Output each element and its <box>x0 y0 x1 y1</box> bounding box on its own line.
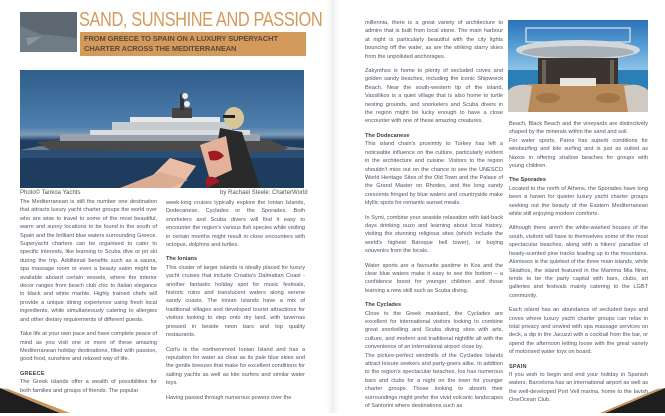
column-3 <box>365 19 503 416</box>
paragraph: For water sports, Paros has superb conditions for windsurfing and kite surfing and is just as suited as Naxos in offering shallow beaches for groups with young children. <box>509 137 648 170</box>
paragraph: This cluster of larger islands is ideally placed for luxury yacht cruises that include Croatia's Dalmatian Coast - another fantastic holiday spot for music festivals, historic ruins and translucent waters along serene sandy coasts. The Ionian Islands have a mix of traditional villages and developed tourist attractions for visitors looking to step onto dry land, with tavernas pressed in beside neon bars and top quality restaurants. <box>166 264 305 339</box>
paragraph: In Symi, combine your seaside relaxation with laid-back days drinking ouzo and learning about local history, visiting the stunning religious sites (which include the world's highest Baroque bell tower), or buying souvenirs from the locals. <box>365 214 503 255</box>
logo-block <box>20 12 77 52</box>
paragraph: This island chain's proximity to Turkey has left a noticeable influence on the culture, particularly evident in the architecture and cuisine. Visitors to the region shouldn't miss out on the chance to see the UNESCO World Heritage Sites of the Old Town and the Palace of the Grand Master on Rhodes, and the long sandy crescents fringed by blue waters and countryside make idyllic spots for romantic sunset meals. <box>365 141 503 207</box>
page-gutter <box>326 0 340 413</box>
author-byline: by Rachael Steele: CharterWorld <box>220 190 308 196</box>
section-heading-dodecanese: The Dodecanese <box>365 132 410 139</box>
paragraph: Corfu is the northernmost Ionian Island and has a reputation for water as clear as its pale blue skies and the gentle breezes that make for excellent conditions for sailing yachts as well as kite surfers and similar water toys. <box>166 346 305 387</box>
logo-shape-icon <box>20 12 77 52</box>
paragraph: Although there aren't the white-washed houses of the south, visitors will have to themselves some of the most spectacular beaches, along with a hikers' paradise of heady-scented pine tracks leading up to the mountains. Alonissos is the quietest of the three main islands, while Skiathos, the island featured in the Mamma Mia films, tends to be the party capital with bars, clubs, art galleries and festivals mainly catering to the LGBT community. <box>509 225 648 299</box>
subtitle-line-1: FROM GREECE TO SPAIN ON A LUXURY SUPERYACHT <box>84 34 278 43</box>
paragraph: Located to the north of Athens, the Sporades have long been a haven for quieter luxury yacht charter groups seeking out the beauty of the Eastern Mediterranean while still enjoying modern comforts. <box>509 185 648 218</box>
subtitle-banner <box>80 32 306 56</box>
paragraph: The picture-perfect windmills of the Cyclades Islands attract leisure seekers and party-goers alike. In addition to the region's spectacular beaches, Ios has numerous bars and clubs for a night on the town for younger charter groups. Those looking to absorb their surroundings might prefer the vivid volcanic landscapes of Santorini where destinations such as <box>365 352 503 410</box>
hero-image <box>20 70 304 188</box>
paragraph: If you wish to begin and end your holiday in Spanish waters, Barcelona has an international airport as well as the well-developed Port Vell marina, home to the lavish OneOcean Club. <box>509 371 648 404</box>
section-heading-ionians: The Ionians <box>166 256 198 263</box>
paragraph: Having passed through numerous powers over the <box>166 394 292 401</box>
paragraph: week-long cruises typically explore the Ionian Islands, Dodecanese, Cyclades or the Sporades. Both snorkelers and Scuba divers will find it easy to encounter the region's various fish species while visiting in certain months might result in close encounters with octopus, dolphins and turtles. <box>166 200 305 249</box>
section-heading-cyclades: The Cyclades <box>365 302 402 309</box>
article-title: SAND, SUNSHINE AND PASSION <box>79 9 323 31</box>
paragraph: millennia, there is a great variety of architecture to admire that is built from local stone. The main harbour at night is particularly beautiful with the city lights bouncing off the water, as are the striking starry skies from the unpolluted anchorages. <box>365 20 503 60</box>
section-heading-greece: GREECE <box>20 370 45 377</box>
yacht-deck-photo-icon <box>508 20 648 112</box>
paragraph: Beach, Black Beach and the vineyards are distinctively shaped by the minerals within the sand and soil. <box>509 121 648 136</box>
page-curl-right-icon <box>600 388 665 413</box>
yacht-woman-photo-icon <box>20 70 304 188</box>
paragraph: Close to the Greek mainland, the Cyclades are excellent for international visitors looking to combine great snorkelling and Scuba diving sites with arts, culture, and modern and traditional nightlife all with the convenience of an international airport close by. <box>365 310 503 351</box>
paragraph: Take life at your own pace and have complete peace of mind as you visit one or more of these amazing Mediterranean holiday destinations, filled with passion, good food, sunshine and relaxed way of life. <box>20 331 157 363</box>
paragraph: The Greek islands offer a wealth of possibilities for both families and groups of friends. The popular <box>20 379 157 394</box>
column-1 <box>20 198 157 401</box>
paragraph: Water sports are a favourite pastime in Kos and the clear blue waters make it easy to see the bottom – a confidence boost for younger children and those learning a new skill such as Scuba diving. <box>365 262 503 294</box>
column-2 <box>166 199 305 408</box>
yacht-deck-image <box>508 20 648 112</box>
paragraph: Each island has an abundance of secluded bays and coves where luxury yacht charter groups can relax in total privacy and unwind with spa massage services on deck, a dip in the Jacuzzi with a cocktail from the bar, or spend the afternoon letting loose with the great variety of motorised water toys on board. <box>509 307 648 356</box>
paragraph: Zakynthos is home to plenty of secluded coves and golden sandy beaches, including the iconic Shipwreck Beach. Near the south-western tip of the island, Vassilikos is a quiet village that is also home to turtle nesting grounds, and snorkelers and Scuba divers in the region might be lucky enough to have a close encounter with one of these amazing creatures. <box>365 68 503 125</box>
section-heading-spain: SPAIN <box>509 363 527 370</box>
article-subtitle <box>84 34 278 54</box>
page-curl-left-icon <box>0 388 70 413</box>
photo-credit: Photo© Tankoa Yachts <box>20 190 81 196</box>
section-heading-sporades: The Sporades <box>509 177 546 184</box>
column-4 <box>509 120 648 411</box>
paragraph: The Mediterranean is still the number one destination that attracts luxury yacht charter groups the world over who are wise to travel to some of the most beautiful, warm and sunny locations to be found in the south of Spain and the brilliant blue waters surrounding Greece. Superyacht charters can be organised to cater to specific interests, like learning to Scuba dive or jet ski during the trip. Additional benefits such as a sauna, spa massage room or even a beauty salon might be available aboard certain vessels, where the interior decor ranges from beach club chic to Italian elegance in black and white marble. Highly trained chefs will provide a unique dining experience using fresh local ingredients, while simultaneously catering to allergies and other dietary requirements of different guests. <box>20 199 157 323</box>
subtitle-line-2: CHARTER ACROSS THE MEDITERRANEAN <box>84 44 237 53</box>
